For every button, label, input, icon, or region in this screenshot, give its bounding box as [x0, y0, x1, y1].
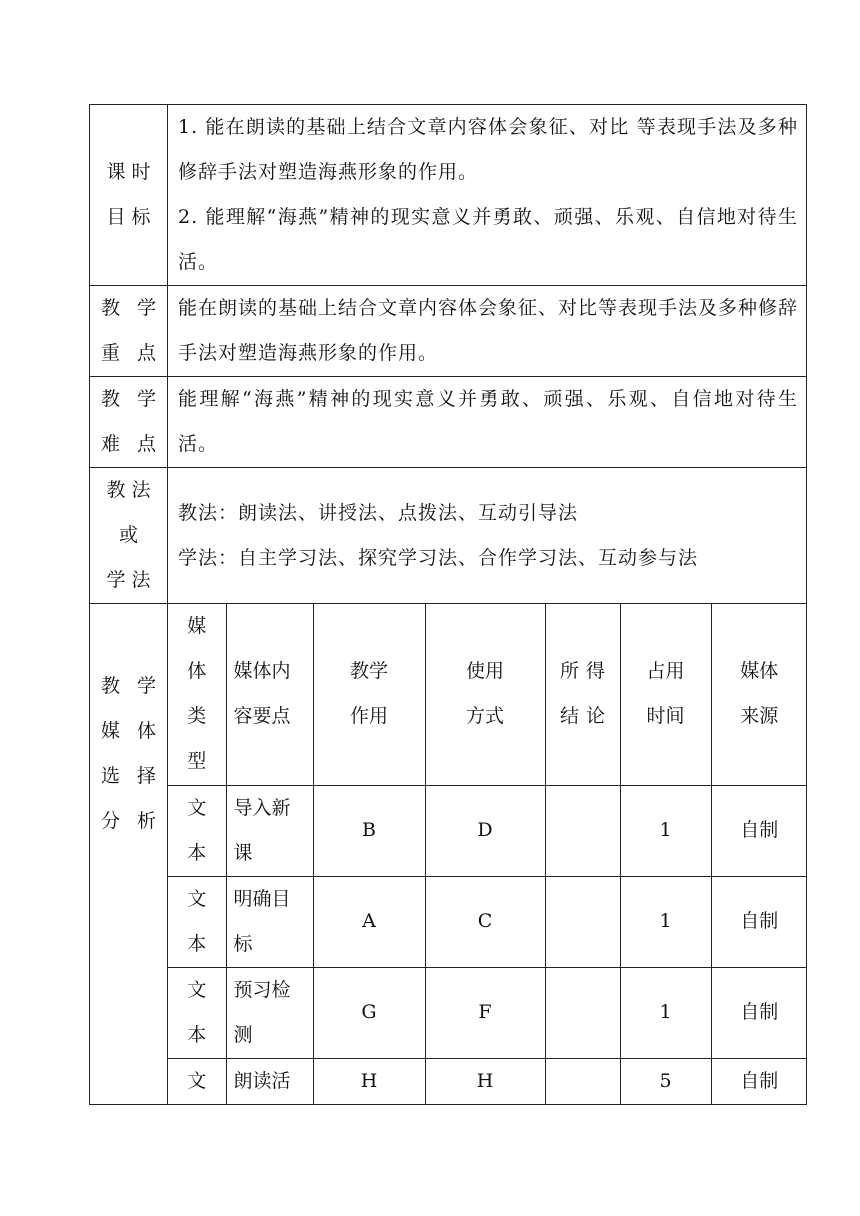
learning-methods: 学法：自主学习法、探究学习法、合作学习法、互动参与法 — [178, 546, 699, 569]
header-time-text: 占用时间 — [646, 660, 685, 728]
table-row — [168, 967, 807, 1058]
header-time — [620, 604, 711, 785]
header-conclusion-a: 所 — [559, 660, 579, 683]
row-2-usage: C — [425, 876, 545, 967]
methods-label-line1: 教 法 — [106, 479, 151, 501]
table-row — [168, 876, 807, 967]
row-1-content: 导入新课 — [233, 796, 291, 864]
row-1-source: 自制 — [711, 785, 807, 876]
media-row — [90, 604, 807, 1105]
table-row — [168, 785, 807, 876]
header-type-text: 媒体类型 — [187, 615, 207, 773]
table-row — [168, 1058, 807, 1104]
row-3-content: 预习检测 — [233, 978, 291, 1046]
row-1-conclusion — [545, 785, 620, 876]
header-content-text: 媒体内容要点 — [233, 660, 291, 728]
media-table-cell — [168, 604, 807, 1105]
media-label — [90, 604, 168, 1105]
objectives-label-line1: 课 时 — [106, 161, 151, 183]
header-usage-text: 使用方式 — [465, 660, 504, 728]
header-conclusion — [545, 604, 620, 785]
header-source-text: 媒体来源 — [740, 660, 779, 728]
header-type — [168, 604, 226, 785]
header-content — [226, 604, 313, 785]
objectives-label-line2: 目 标 — [106, 206, 151, 228]
media-label-g: 分 — [100, 809, 120, 832]
header-source — [711, 604, 807, 785]
media-label-a: 教 — [100, 674, 120, 697]
lesson-plan-table — [89, 104, 807, 1105]
difficulties-label-c: 难 — [100, 433, 120, 455]
row-3-conclusion — [545, 967, 620, 1058]
difficulties-content — [168, 377, 807, 468]
header-conclusion-d: 论 — [585, 705, 605, 728]
media-label-h: 析 — [136, 809, 156, 832]
row-4-time: 5 — [620, 1058, 711, 1104]
row-3-usage: F — [425, 967, 545, 1058]
header-conclusion-c: 结 — [559, 705, 579, 728]
key-points-content — [168, 286, 807, 377]
media-label-c: 媒 — [100, 719, 120, 742]
header-role — [313, 604, 425, 785]
row-2-conclusion — [545, 876, 620, 967]
difficulties-label-b: 学 — [136, 388, 156, 410]
row-3-role: G — [313, 967, 425, 1058]
row-1-type: 文本 — [187, 796, 207, 864]
row-4-type: 文 — [187, 1069, 207, 1092]
methods-content — [168, 468, 807, 604]
row-1-time: 1 — [620, 785, 711, 876]
media-header-row — [168, 604, 807, 785]
row-1-role: B — [313, 785, 425, 876]
difficulties-text: 能理解“海燕”精神的现实意义并勇敢、顽强、乐观、自信地对待生活。 — [178, 388, 798, 455]
row-2-content: 明确目标 — [233, 887, 291, 955]
methods-label-line3: 学 法 — [106, 569, 151, 591]
methods-label-line2: 或 — [118, 524, 138, 546]
row-4-content: 朗读活 — [233, 1069, 291, 1092]
media-label-e: 选 — [100, 764, 120, 787]
difficulties-label-d: 点 — [136, 433, 156, 455]
difficulties-label-a: 教 — [100, 388, 120, 410]
key-points-label-d: 点 — [136, 342, 156, 364]
row-2-role: A — [313, 876, 425, 967]
media-table — [168, 604, 807, 1104]
objectives-row — [90, 105, 807, 286]
key-points-label — [90, 286, 168, 377]
key-points-row — [90, 286, 807, 377]
key-points-label-a: 教 — [100, 297, 120, 319]
teaching-methods: 教法：朗读法、讲授法、点拨法、互动引导法 — [178, 501, 579, 524]
row-2-time: 1 — [620, 876, 711, 967]
row-3-source: 自制 — [711, 967, 807, 1058]
objective-item-1: 1. 能在朗读的基础上结合文章内容体会象征、对比 等表现手法及多种修辞手法对塑造海燕形象的作用。 — [178, 116, 798, 183]
header-role-text: 教学作用 — [349, 660, 388, 728]
row-4-role: H — [313, 1058, 425, 1104]
key-points-text: 能在朗读的基础上结合文章内容体会象征、对比等表现手法及多种修辞手法对塑造海燕形象的作用。 — [178, 297, 799, 364]
row-2-source: 自制 — [711, 876, 807, 967]
row-4-source: 自制 — [711, 1058, 807, 1104]
methods-label — [90, 468, 168, 604]
media-label-d: 体 — [136, 719, 156, 742]
objectives-content — [168, 105, 807, 286]
row-4-usage: H — [425, 1058, 545, 1104]
header-conclusion-b: 得 — [585, 660, 605, 683]
row-3-time: 1 — [620, 967, 711, 1058]
objective-item-2: 2. 能理解“海燕”精神的现实意义并勇敢、顽强、乐观、自信地对待生活。 — [178, 206, 798, 273]
row-2-type: 文本 — [187, 887, 207, 955]
difficulties-row — [90, 377, 807, 468]
difficulties-label — [90, 377, 168, 468]
key-points-label-c: 重 — [100, 342, 120, 364]
media-label-b: 学 — [136, 674, 156, 697]
methods-row — [90, 468, 807, 604]
objectives-label — [90, 105, 168, 286]
row-1-usage: D — [425, 785, 545, 876]
header-usage — [425, 604, 545, 785]
row-3-type: 文本 — [187, 978, 207, 1046]
media-label-f: 择 — [136, 764, 156, 787]
row-4-conclusion — [545, 1058, 620, 1104]
key-points-label-b: 学 — [136, 297, 156, 319]
